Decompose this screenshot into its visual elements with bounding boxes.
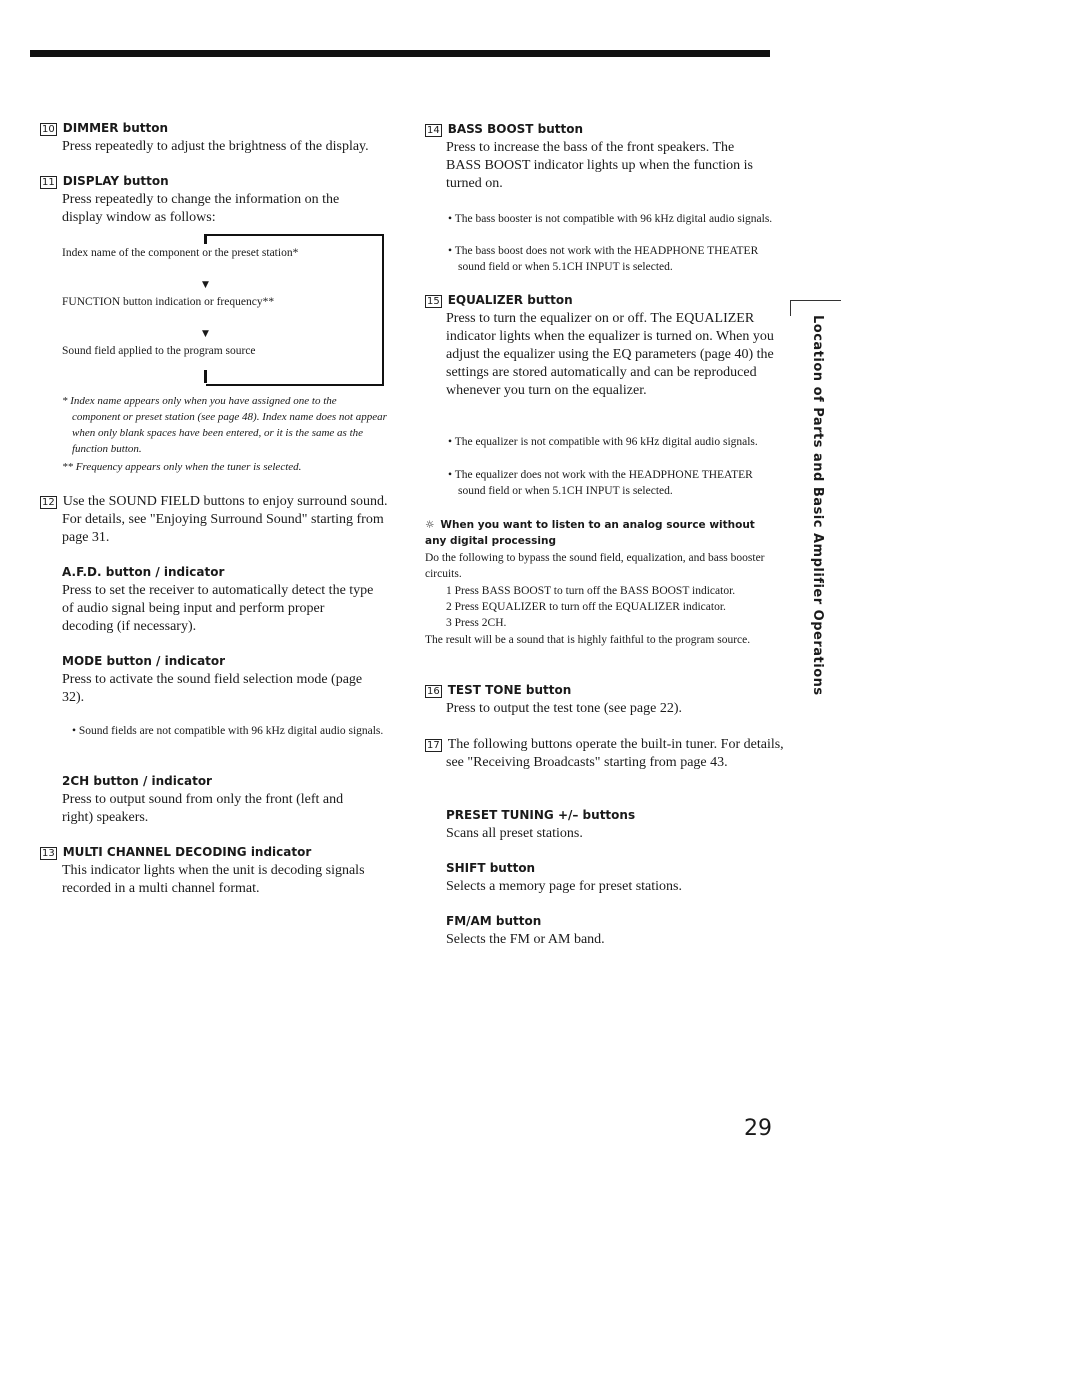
- dimmer-text: Press repeatedly to adjust the brightness of the display.: [62, 139, 369, 154]
- 2ch-heading: 2CH button / indicator: [62, 774, 212, 788]
- bass-text: Press to increase the bass of the front speakers. The BASS BOOST indicator lights up when the function is turned on.: [446, 140, 753, 191]
- shift-text: Selects a memory page for preset stations.: [446, 879, 682, 894]
- tip-step: 2 Press EQUALIZER to turn off the EQUALIZER indicator.: [446, 601, 726, 613]
- cycle-step: FUNCTION button indication or frequency**: [62, 296, 275, 308]
- heading-text: DIMMER button: [62, 121, 169, 135]
- eq-note: • The equalizer is not compatible with 96 kHz digital audio signals.: [448, 436, 758, 448]
- item-number: 14: [427, 125, 440, 136]
- tip-intro: Do the following to bypass the sound field, equalization, and bass booster circuits.: [425, 552, 765, 580]
- fmam-text: Selects the FM or AM band.: [446, 932, 605, 947]
- cycle-step: Sound field applied to the program source: [62, 345, 256, 357]
- item-number: 10: [42, 124, 55, 135]
- note-text: The equalizer is not compatible with 96 kHz digital audio signals.: [454, 436, 758, 448]
- arrow-down-icon: ▼: [202, 280, 209, 290]
- heading-text: EQUALIZER button: [447, 293, 573, 307]
- tuner-item: [425, 736, 791, 772]
- bass-note: • The bass booster is not compatible with 96 kHz digital audio signals.: [448, 213, 773, 225]
- note-text: Sound fields are not compatible with 96 kHz digital audio signals.: [78, 725, 384, 737]
- 2ch-text: Press to output sound from only the front (left and right) speakers.: [62, 792, 344, 825]
- cycle-step: Index name of the component or the preset station*: [62, 245, 302, 261]
- afd-heading: A.F.D. button / indicator: [62, 565, 225, 579]
- note-text: The equalizer does not work with the HEADPHONE THEATER sound field or when 5.1CH INPUT is selected.: [454, 469, 753, 497]
- mode-note: • Sound fields are not compatible with 96 kHz digital audio signals.: [72, 725, 384, 737]
- item-text: Use the SOUND FIELD buttons to enjoy surround sound. For details, see "Enjoying Surround Sound" starting from page 31.: [62, 494, 388, 545]
- tip-title: When you want to listen to an analog source without any digital processing: [425, 519, 755, 547]
- dimmer-heading: [40, 121, 168, 136]
- preset-heading: PRESET TUNING +/– buttons: [446, 808, 636, 822]
- test-text: Press to output the test tone (see page 22).: [446, 701, 683, 716]
- lightbulb-icon: ☼: [425, 519, 435, 531]
- shift-heading: SHIFT button: [446, 861, 536, 875]
- note-text: The bass boost does not work with the HEADPHONE THEATER sound field or when 5.1CH INPUT is selected.: [454, 245, 759, 273]
- tip-step: 1 Press BASS BOOST to turn off the BASS BOOST indicator.: [446, 585, 736, 597]
- tip-heading: [425, 517, 770, 549]
- mode-text: Press to activate the sound field selection mode (page 32).: [62, 672, 363, 705]
- eq-heading: [425, 293, 573, 308]
- display-heading: [40, 174, 169, 189]
- item-number: 11: [42, 177, 55, 188]
- sound-field-item: [40, 493, 402, 547]
- heading-text: TEST TONE button: [447, 683, 572, 697]
- arrow-down-icon: ▼: [202, 329, 209, 339]
- item-number: 12: [42, 497, 55, 508]
- eq-note: • The equalizer does not work with the HEADPHONE THEATER sound field or when 5.1CH INPUT is selected.: [448, 469, 753, 497]
- loop-stub-top: [204, 234, 207, 244]
- mode-heading: MODE button / indicator: [62, 654, 226, 668]
- loop-stub-bottom: [204, 370, 207, 383]
- afd-text: Press to set the receiver to automatically detect the type of audio signal being input and perform proper decoding (if necessary).: [62, 583, 374, 634]
- fmam-heading: FM/AM button: [446, 914, 542, 928]
- eq-text: Press to turn the equalizer on or off. The EQUALIZER indicator lights when the equalizer is turned on. When you adjust the equalizer using the EQ parameters (page 40) the settings are stored automatically and can be reproduced whenever you turn on the equalizer.: [446, 311, 774, 398]
- item-number: 13: [42, 848, 55, 859]
- test-heading: [425, 683, 571, 698]
- top-rule: [30, 50, 770, 57]
- multi-text: This indicator lights when the unit is decoding signals recorded in a multi channel format.: [62, 863, 365, 896]
- heading-text: BASS BOOST button: [447, 122, 584, 136]
- heading-text: MULTI CHANNEL DECODING indicator: [62, 845, 312, 859]
- preset-text: Scans all preset stations.: [446, 826, 583, 841]
- footnote: ** Frequency appears only when the tuner is selected.: [62, 461, 302, 473]
- item-number: 17: [427, 740, 440, 751]
- item-text: The following buttons operate the built-in tuner. For details, see "Receiving Broadcasts" starting from page 43.: [446, 737, 784, 770]
- item-number: 16: [427, 686, 440, 697]
- bass-heading: [425, 122, 583, 137]
- side-tab-bracket: [790, 300, 841, 316]
- multi-heading: [40, 845, 311, 860]
- tip-step: 3 Press 2CH.: [446, 617, 507, 629]
- item-number: 15: [427, 296, 440, 307]
- tip-result: The result will be a sound that is highly faithful to the program source.: [425, 634, 751, 646]
- note-text: The bass booster is not compatible with 96 kHz digital audio signals.: [454, 213, 773, 225]
- bass-note: • The bass boost does not work with the HEADPHONE THEATER sound field or when 5.1CH INPUT is selected.: [448, 245, 759, 273]
- footnote: * Index name appears only when you have assigned one to the component or preset station (see page 48). Index name does not appear when only blank spaces have been entered, or it is the same as the function button.: [62, 395, 387, 455]
- side-tab-label: Location of Parts and Basic Amplifier Operations: [810, 315, 825, 696]
- display-text: Press repeatedly to change the information on the display window as follows:: [62, 192, 340, 225]
- heading-text: DISPLAY button: [62, 174, 169, 188]
- page-number: 29: [744, 1116, 772, 1141]
